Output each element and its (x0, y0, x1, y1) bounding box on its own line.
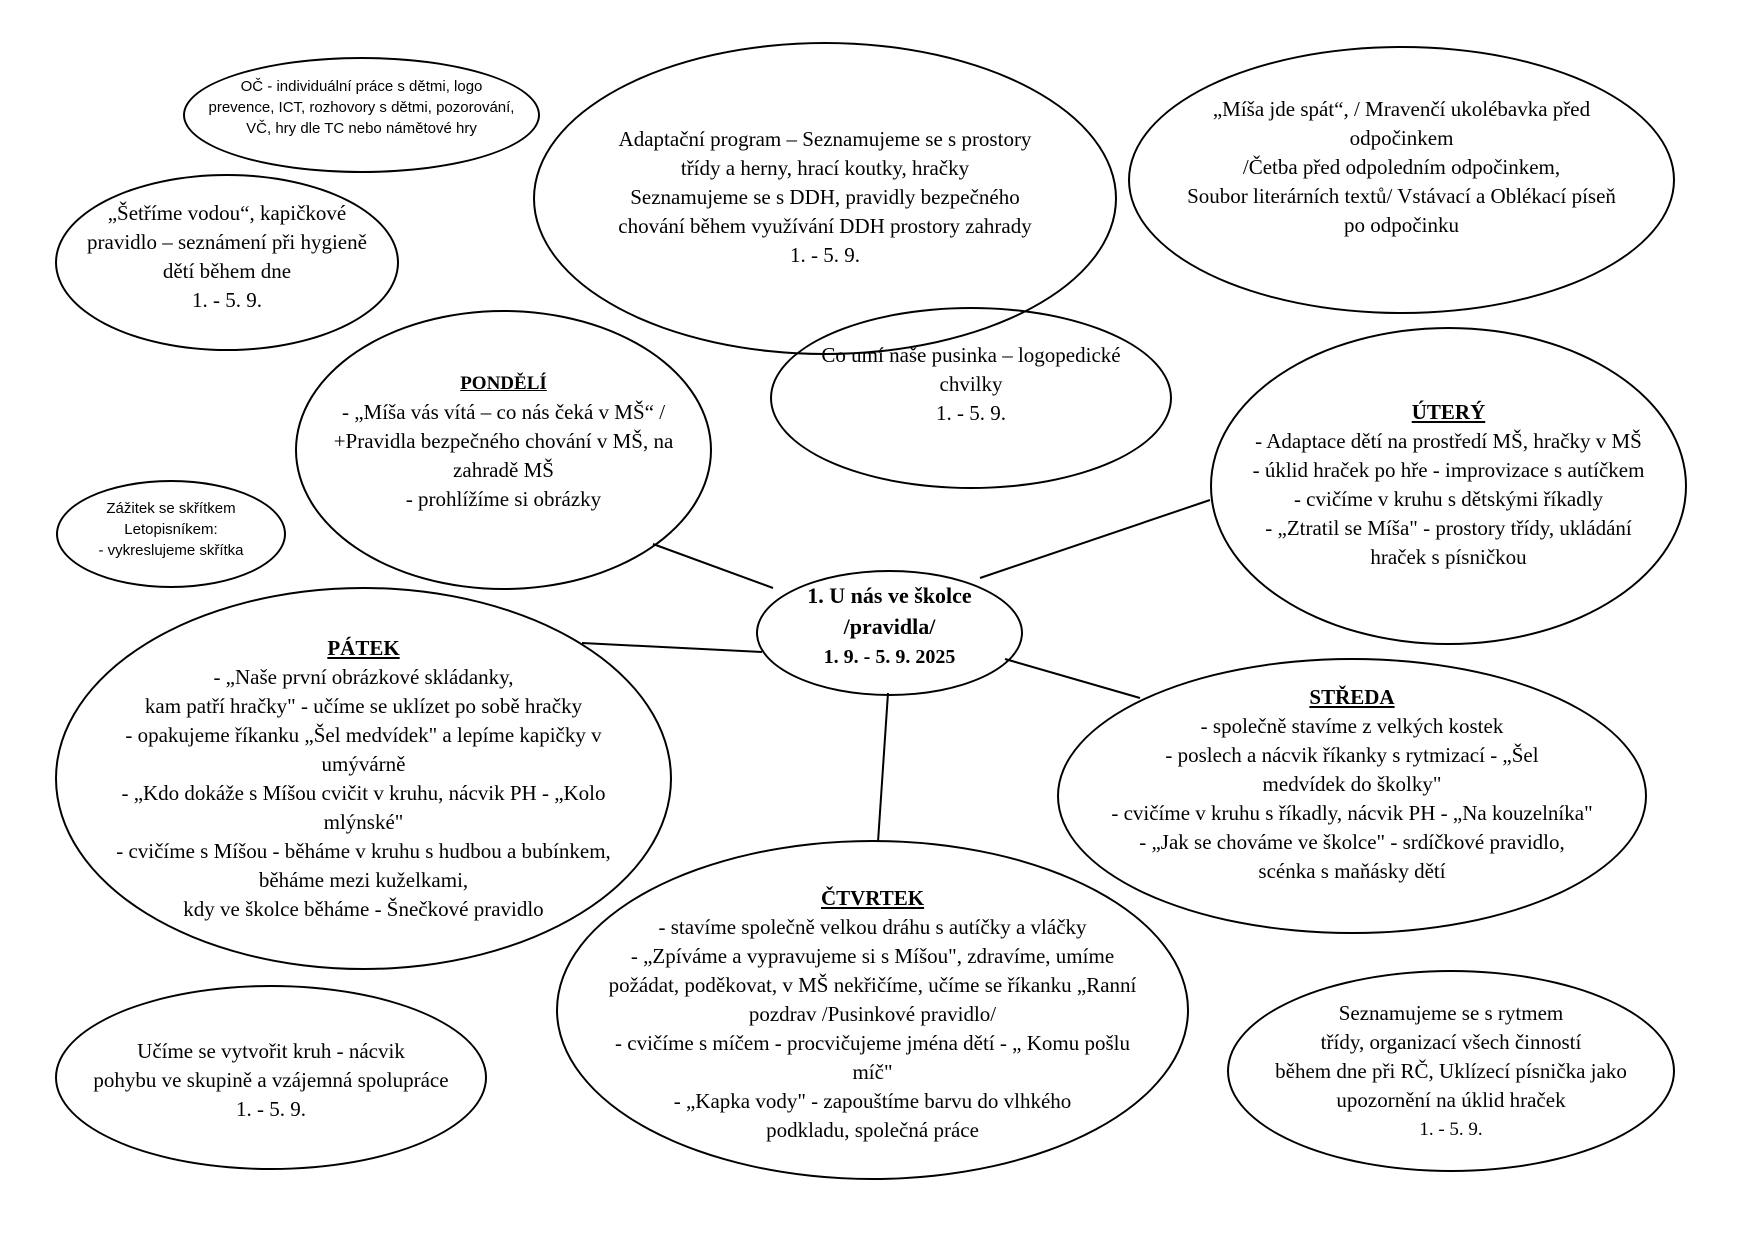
friday-title: PÁTEK (327, 636, 400, 660)
water-text (55, 199, 399, 315)
topic-dates: 1. 9. - 5. 9. 2025 (823, 646, 956, 668)
thursday-line: - stavíme společně velkou dráhu s autíčky a vláčky (658, 915, 1087, 939)
circle-dates: 1. - 5. 9. (236, 1097, 306, 1121)
friday-line: běháme mezi kuželkami, (258, 868, 469, 892)
connector-tuesday (980, 500, 1210, 578)
water-line: „Šetříme vodou“, kapičkové (107, 201, 347, 225)
rest-line: odpočinkem (1349, 126, 1454, 150)
rest-line: „Míša jde spát“, / Mravenčí ukolébavka před (1212, 97, 1591, 121)
thursday-text (556, 884, 1189, 1145)
topic-subtitle: /pravidla/ (843, 614, 936, 639)
circle-line: pohybu ve skupině a vzájemná spolupráce (93, 1068, 449, 1092)
water-dates: 1. - 5. 9. (192, 288, 262, 312)
wednesday-line: - cvičíme v kruhu s říkadly, nácvik PH - „Na kouzelníka" (1111, 801, 1593, 825)
tuesday-line: hraček s písničkou (1370, 545, 1527, 569)
friday-line: - „Naše první obrázkové skládanky, (213, 665, 514, 689)
adaptation-line: Seznamujeme se s DDH, pravidly bezpečného (630, 185, 1020, 209)
rhythm-line: během dne při RČ, Uklízecí písnička jako (1275, 1059, 1627, 1083)
adaptation-line: Adaptační program – Seznamujeme se s prostory (618, 127, 1032, 151)
oc-note-line: prevence, ICT, rozhovory s dětmi, pozorování, (208, 99, 515, 116)
oc-note-line: VČ, hry dle TC nebo námětové hry (246, 120, 477, 137)
friday-line: - „Kdo dokáže s Míšou cvičit v kruhu, nácvik PH - „Kolo (121, 781, 606, 805)
monday-line: zahradě MŠ (453, 458, 554, 482)
logopedic-line: chvilky (939, 372, 1003, 396)
tuesday-text (1210, 398, 1687, 572)
adaptation-line: třídy a herny, hrací koutky, hračky (680, 156, 970, 180)
thursday-line: - „Kapka vody" - zapouštíme barvu do vlhkého (673, 1089, 1072, 1113)
oc-note-text (183, 76, 540, 139)
gnome-line: Letopisníkem: (124, 521, 218, 538)
friday-text (55, 634, 672, 924)
monday-line: - „Míša vás vítá – co nás čeká v MŠ“ / (341, 400, 666, 424)
tuesday-title: ÚTERÝ (1411, 400, 1486, 424)
wednesday-line: medvídek do školky" (1262, 772, 1442, 796)
wednesday-line: - společně stavíme z velkých kostek (1200, 714, 1504, 738)
thursday-line: - „Zpíváme a vypravujeme si s Míšou", zdravíme, umíme (630, 944, 1115, 968)
wednesday-text (1057, 683, 1647, 886)
thursday-line: požádat, poděkovat, v MŠ nekřičíme, učíme se říkanku „Ranní (608, 973, 1137, 997)
monday-line: - prohlížíme si obrázky (405, 487, 602, 511)
rhythm-line: Seznamujeme se s rytmem (1338, 1001, 1564, 1025)
monday-title: PONDĚLÍ (460, 373, 547, 394)
monday-text (295, 369, 712, 514)
tuesday-line: - „Ztratil se Míša" - prostory třídy, ukládání (1265, 516, 1632, 540)
oc-note-line: OČ - individuální práce s dětmi, logo (240, 78, 483, 95)
friday-line: mlýnské" (323, 810, 404, 834)
rest-line: po odpočinku (1344, 213, 1459, 237)
adaptation-text (533, 125, 1117, 270)
rest-line: /Četba před odpoledním odpočinkem, (1242, 155, 1561, 179)
gnome-line: - vykreslujeme skřítka (98, 542, 244, 559)
rest-text (1128, 95, 1675, 240)
wednesday-title: STŘEDA (1309, 685, 1395, 709)
water-line: pravidlo – seznámení při hygieně (87, 230, 367, 254)
rhythm-line: upozornění na úklid hraček (1336, 1088, 1566, 1112)
logopedic-line: Co umí naše pusinka – logopedické (821, 343, 1121, 367)
rhythm-dates: 1. - 5. 9. (1419, 1119, 1483, 1140)
tuesday-line: - cvičíme v kruhu s dětskými říkadly (1293, 487, 1604, 511)
gnome-line: Zážitek se skřítkem (106, 500, 236, 517)
logopedic-text (770, 341, 1172, 428)
connector-monday (653, 544, 773, 588)
thursday-line: - cvičíme s míčem - procvičujeme jména dětí - „ Komu pošlu (615, 1031, 1130, 1055)
rest-line: Soubor literárních textů/ Vstávací a Oblékací píseň (1187, 184, 1616, 208)
rhythm-text (1227, 999, 1675, 1144)
water-line: dětí během dne (162, 259, 292, 283)
rhythm-line: třídy, organizací všech činností (1320, 1030, 1582, 1054)
circle-text (55, 1037, 487, 1124)
wednesday-line: scénka s maňásky dětí (1258, 859, 1446, 883)
tuesday-line: - úklid hraček po hře - improvizace s autíčkem (1252, 458, 1645, 482)
thursday-line: podkladu, společná práce (766, 1118, 979, 1142)
friday-line: kdy ve školce běháme - Šnečkové pravidlo (183, 897, 544, 921)
friday-line: - cvičíme s Míšou - běháme v kruhu s hudbou a bubínkem, (116, 839, 611, 863)
friday-line: - opakujeme říkanku „Šel medvídek" a lepíme kapičky v (125, 723, 602, 747)
tuesday-line: - Adaptace dětí na prostředí MŠ, hračky v MŠ (1255, 429, 1642, 453)
logopedic-dates: 1. - 5. 9. (936, 401, 1006, 425)
connector-thursday (878, 693, 888, 842)
monday-line: +Pravidla bezpečného chování v MŠ, na (333, 429, 674, 453)
thursday-title: ČTVRTEK (820, 886, 925, 910)
topic-title: 1. U nás ve školce (807, 583, 972, 608)
wednesday-line: - „Jak se chováme ve školce" - srdíčkové pravidlo, (1139, 830, 1565, 854)
friday-line: kam patří hračky" - učíme se uklízet po sobě hračky (144, 694, 583, 718)
wednesday-line: - poslech a nácvik říkanky s rytmizací - „Šel (1165, 743, 1539, 767)
center-topic (756, 580, 1023, 673)
gnome-text (56, 498, 286, 561)
circle-line: Učíme se vytvořit kruh - nácvik (137, 1039, 405, 1063)
thursday-line: pozdrav /Pusinkové pravidlo/ (748, 1002, 997, 1026)
adaptation-dates: 1. - 5. 9. (790, 243, 860, 267)
friday-line: umývárně (321, 752, 406, 776)
adaptation-line: chování během využívání DDH prostory zahrady (618, 214, 1032, 238)
thursday-line: míč" (852, 1060, 893, 1084)
